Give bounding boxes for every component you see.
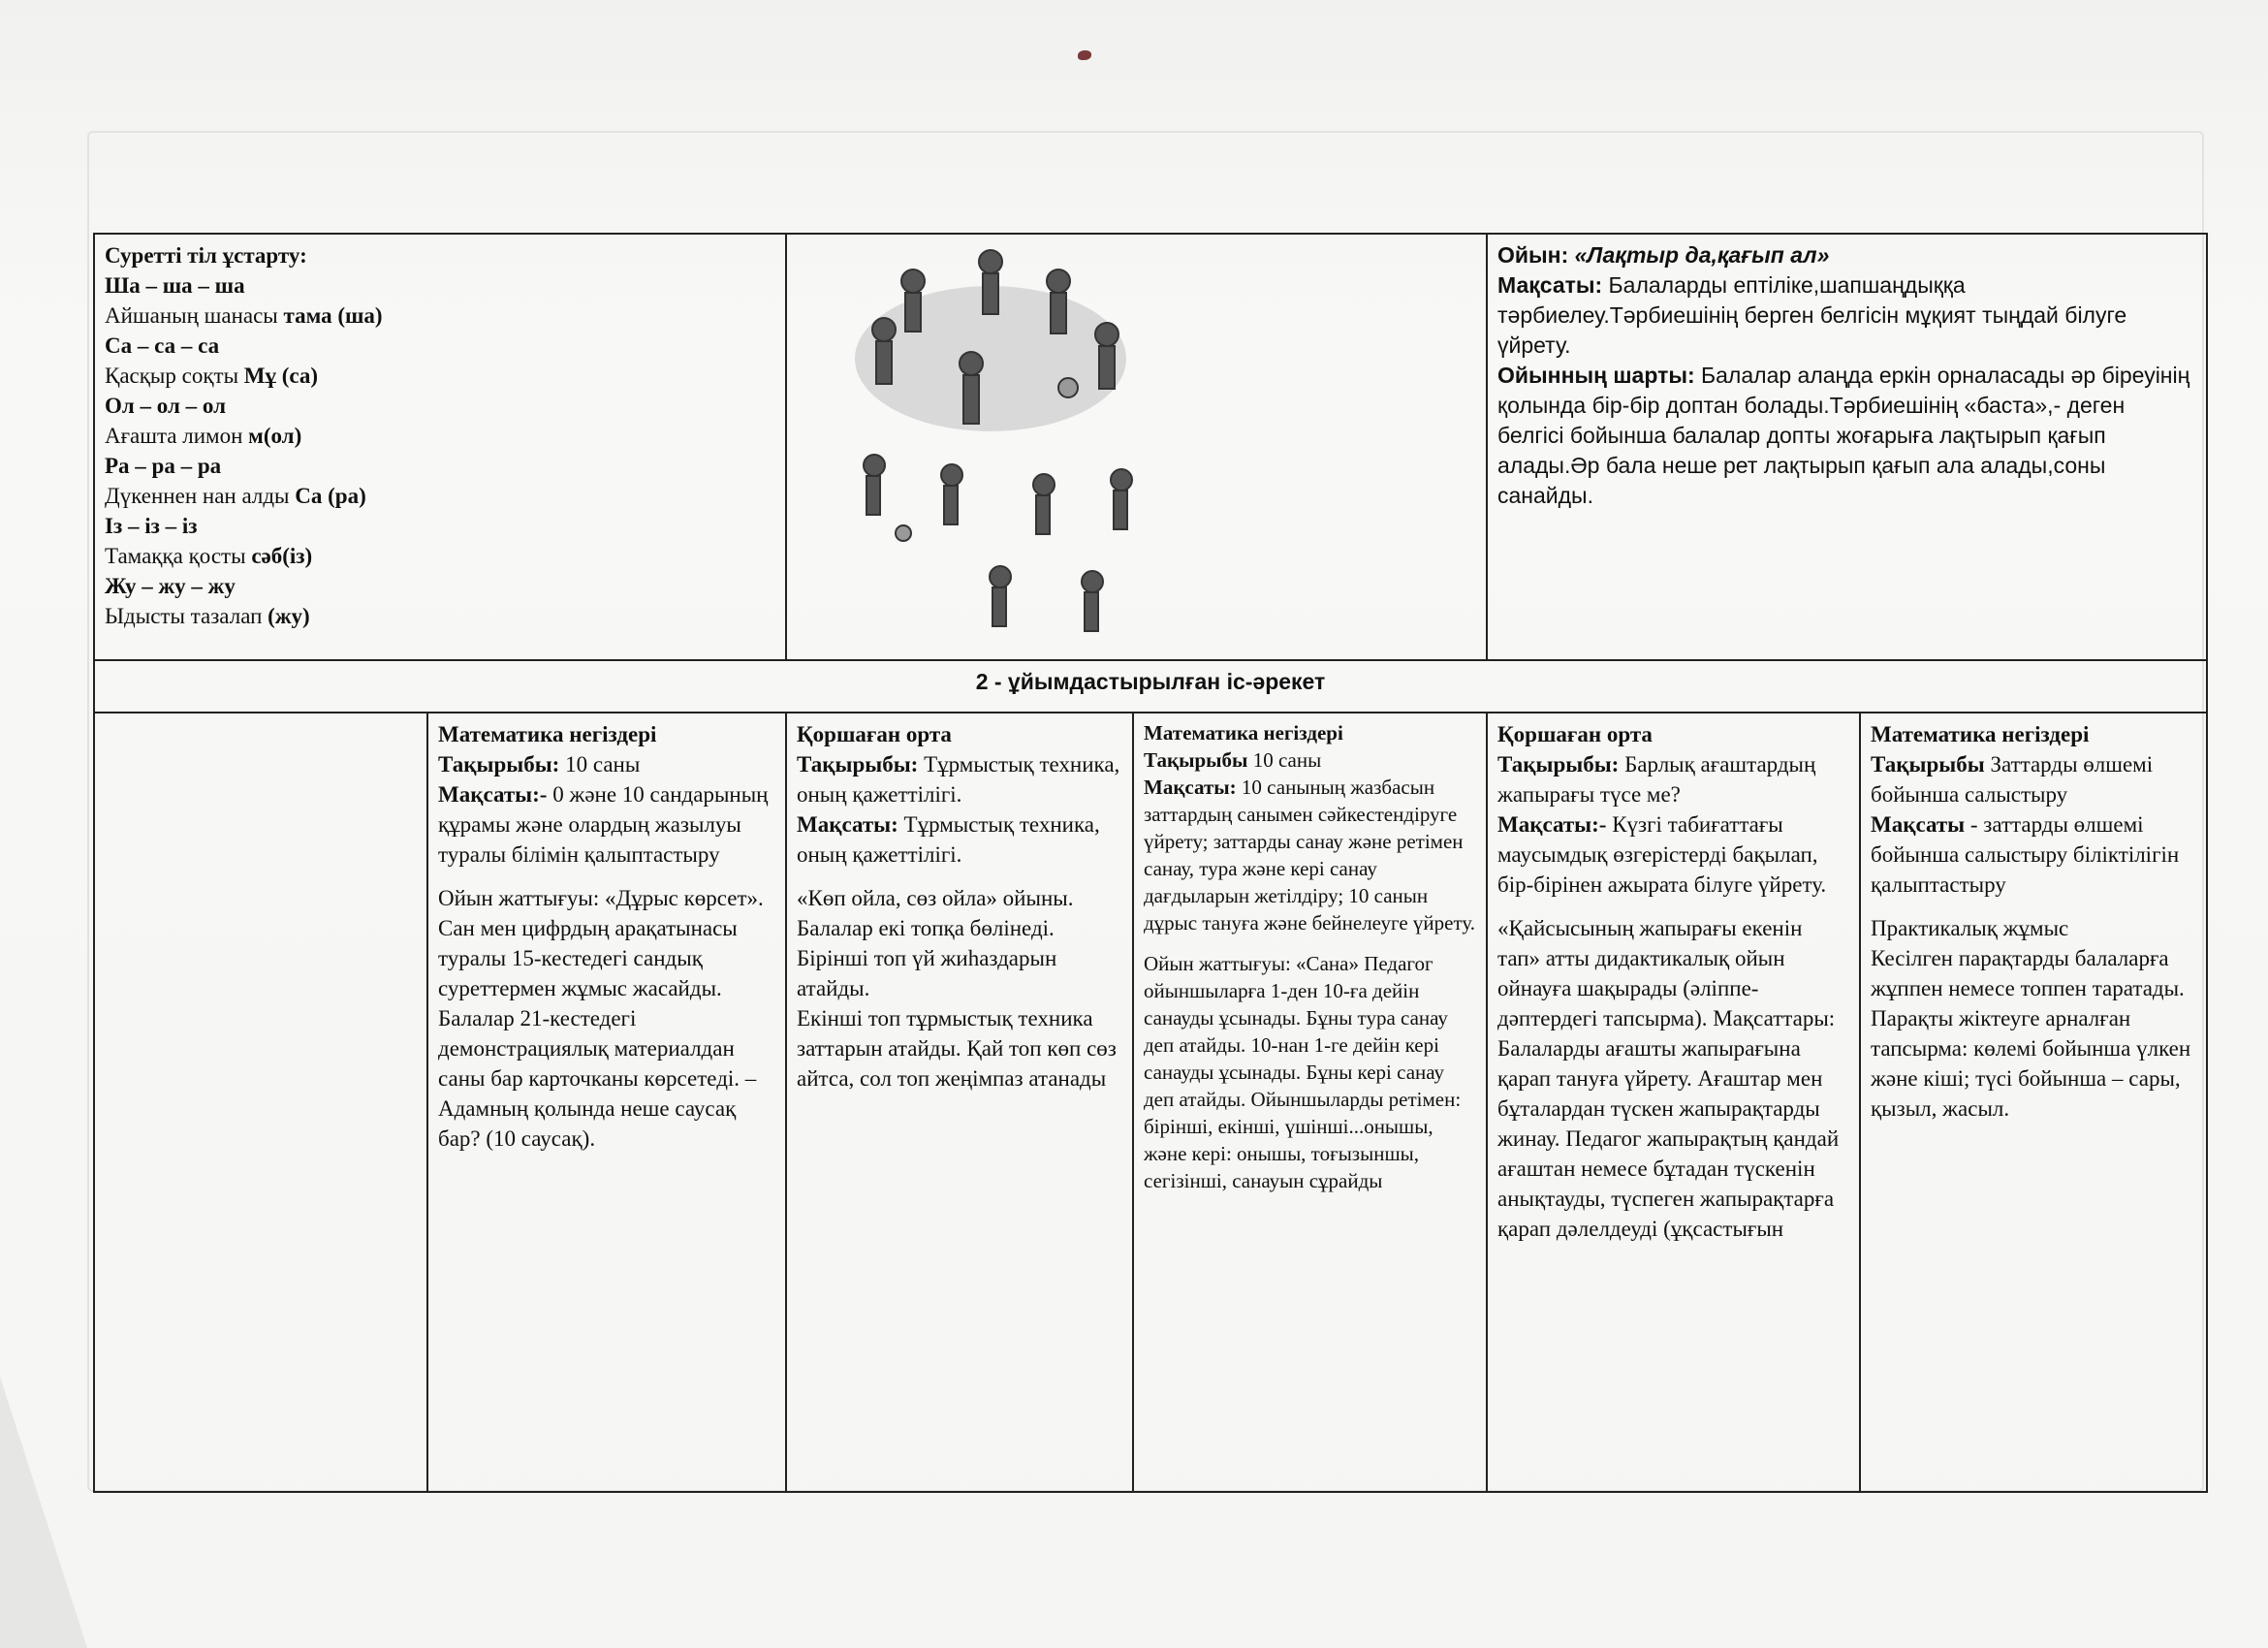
activity-topic-label: Тақырыбы [1871, 752, 1985, 776]
activity-goal-label: Мақсаты:- [1497, 812, 1607, 837]
table-row-activities [94, 713, 2207, 1492]
activity-subject: Математика негіздері [1144, 721, 1343, 745]
rhyme-line-text: Із – із – із [105, 514, 198, 538]
rhyme-line-answer: тама (ша) [283, 303, 383, 328]
game-title-prefix: Ойын: [1497, 242, 1575, 268]
rhyme-line-answer: сәб(із) [251, 544, 313, 568]
game-rules-label: Ойынның шарты: [1497, 363, 1695, 388]
activity-body: Ойын жаттығуы: «Сана» Педагог ойыншыларға 1-ден 10-ға дейін санауды ұсынады. Бұны тура санау деп атайды. 10-нан 1-ге дейін кері санауды ұсынады. Бұны кері санау деп атайды. Ойыншыларды ретімен: бірінші, екінші, үшінші...онышы, және кері: онышы, тоғызыншы, сегізінші, санауын сұрайды [1144, 952, 1462, 1192]
activity-topic: 10 саны [559, 752, 641, 776]
activity-cell [1487, 713, 1860, 1492]
rhyme-line-text: Ша – ша – ша [105, 273, 245, 298]
activity-cell [1860, 713, 2207, 1492]
activity-topic: 10 саны [1247, 748, 1322, 772]
rhyme-line-text: Жу – жу – жу [105, 574, 236, 598]
rhyme-line-text: Ра – ра – ра [105, 454, 222, 478]
rhyme-lines [105, 270, 775, 631]
rhyme-line [105, 571, 775, 601]
plan-table [93, 233, 2208, 1493]
rhyme-line [105, 541, 775, 571]
rhyme-line-answer: (жу) [268, 604, 310, 628]
game-goal-text: Балаларды ептілікe,шапшаңдыққа тәрбиелеу.Тәрбиешінің берген белгісін мұқият тыңдай білуге үйрету. [1497, 272, 2127, 358]
activity-subject: Қоршаған орта [1497, 722, 1653, 746]
rhyme-line [105, 421, 775, 451]
activity-goal: 0 және 10 сандарының құрамы және олардың жазылуы туралы білімін қалыптастыру [438, 782, 769, 867]
game-cell [1487, 234, 2207, 660]
activity-topic: Тұрмыстық техника, оның қажеттілігі. [797, 752, 1120, 807]
rhyme-line-answer: Са (ра) [295, 484, 366, 508]
activity-goal: - заттарды өлшемі бойынша салыстыру біліктілігін қалыптастыру [1871, 812, 2180, 897]
rhyme-cell [94, 234, 786, 660]
rhyme-line [105, 270, 775, 301]
activity-topic-label: Тақырыбы: [438, 752, 560, 776]
activity-subject: Қоршаған орта [797, 722, 952, 746]
game-goal-label: Мақсаты: [1497, 272, 1603, 298]
activity-cell [786, 713, 1133, 1492]
activity-goal: Күзгі табиғаттағы маусымдық өзгерістерді бақылап, бір-бірінен ажырата білуге үйрету. [1497, 812, 1827, 897]
rhyme-line-text: Тамаққа қосты [105, 544, 252, 568]
activity-cell [427, 713, 786, 1492]
rhyme-line-text: Ыдысты тазалап [105, 604, 268, 628]
rhyme-line-text: Са – са – са [105, 333, 220, 358]
rhyme-line [105, 391, 775, 421]
activity-goal: Тұрмыстық техника, оның қажеттілігі. [797, 812, 1100, 867]
activity-body: «Қайсысының жапырағы екенін тап» атты дидактикалық ойын ойнауға шақырады (әліппе-дәптердегі тапсырма). Мақсаттары: Балаларды ағашты жапырағына қарап тануға үйрету. Ағаштар мен бұталардан түскен жапырақтарды жинау. Педагог жапырақтың қандай ағаштан немесе бұтадан түскенін анықтауды, түспеген жапырақтарға қарап дәлелдеуді (ұқсастығын [1497, 916, 1840, 1241]
rhyme-line [105, 481, 775, 511]
activity-body: «Көп ойла, сөз ойла» ойыны. Балалар екі топқа бөлінеді. Бірінші топ үй жиһаздарын атайды. Екінші топ тұрмыстық техника заттарын атайды. Қай топ көп сөз айтса, сол топ жеңімпаз атанады [797, 886, 1117, 1091]
illustration-cell [786, 234, 1487, 660]
children-playing-illustration [845, 242, 1136, 669]
rhyme-line-answer: м(ол) [248, 424, 302, 448]
rhyme-line-text: Ағашта лимон [105, 424, 249, 448]
rhyme-line-text: Айшаның шанасы [105, 303, 284, 328]
rhyme-line-answer: Мұ (са) [243, 364, 319, 388]
activity-goal-label: Мақсаты: [1144, 776, 1237, 799]
activity-topic-label: Тақырыбы: [797, 752, 919, 776]
game-rules-text: Балалар алаңда еркін орналасады әр біреуінің қолында бір-бір доптан болады.Тәрбиешінің «баста»,- деген белгісі бойынша балалар допты жоғарыға лақтырып қағып алады.Әр бала неше рет лақтырып қағып ала алады,соны санайды. [1497, 363, 2190, 508]
activity-body: Практикалық жұмыс Кесілген парақтарды балаларға жұппен немесе топпен таратады. Парақты жіктеуге арналған тапсырма: көлемі бойынша үлкен және кіші; түсі бойынша – сары, қызыл, жасыл. [1871, 916, 2191, 1121]
activity-topic-label: Тақырыбы: [1497, 752, 1620, 776]
rhyme-line [105, 331, 775, 361]
activity-subject: Математика негіздері [438, 722, 657, 746]
activity-goal-label: Мақсаты: [797, 812, 898, 837]
rhyme-line [105, 511, 775, 541]
row-label-cell [94, 713, 427, 1492]
activity-body: Ойын жаттығуы: «Дұрыс көрсет». Сан мен цифрдың арақатынасы туралы 15-кестедегі сандық суреттермен жұмыс жасайды. Балалар 21-кестедегі демонстрациялық материалдан саны бар карточканы көрсетеді. – Адамның қолында неше саусақ бар? (10 саусақ). [438, 886, 764, 1151]
activity-topic: Барлық ағаштардың жапырағы түсе ме? [1497, 752, 1816, 807]
page-fold-corner [0, 1377, 87, 1648]
rhyme-line-text: Қасқыр соқты [105, 364, 244, 388]
rhyme-line [105, 601, 775, 631]
section-title: 2 - ұйымдастырылған іс-әрекет [94, 660, 2207, 713]
activity-subject: Математика негіздері [1871, 722, 2090, 746]
activity-cell [1133, 713, 1487, 1492]
game-title: «Лақтыр да,қағып ал» [1574, 242, 1830, 268]
rhyme-line [105, 451, 775, 481]
activity-goal-label: Мақсаты:- [438, 782, 548, 807]
rhyme-line [105, 301, 775, 331]
activity-goal-label: Мақсаты [1871, 812, 1966, 837]
rhyme-line [105, 361, 775, 391]
activity-goal: 10 санының жазбасын заттардың санымен сәйкестендіруге үйрету; заттарды санау және ретімен санау, тура және кері санау дағдыларын жетілдіру; 10 санын дұрыс тануға және бейнелеуге үйрету. [1144, 776, 1475, 935]
table-row-section [94, 660, 2207, 713]
table-row-top [94, 234, 2207, 660]
activity-topic: Заттарды өлшемі бойынша салыстыру [1871, 752, 2154, 807]
rhyme-title: Суретті тіл ұстарту: [105, 243, 307, 268]
activity-topic-label: Тақырыбы [1144, 748, 1248, 772]
rhyme-line-text: Дүкеннен нан алды [105, 484, 296, 508]
rhyme-line-text: Ол – ол – ол [105, 394, 226, 418]
scan-speck [1078, 50, 1091, 60]
